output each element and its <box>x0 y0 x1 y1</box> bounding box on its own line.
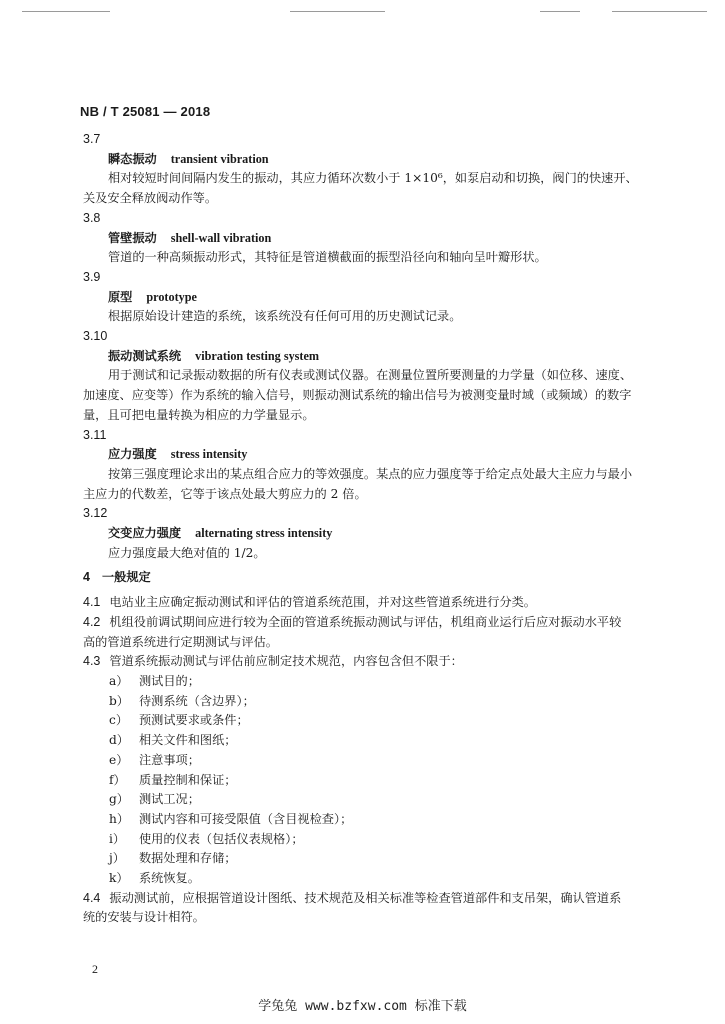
definition-line: 相对较短时间间隔内发生的振动，其应力循环次数小于 1×10⁶，如泵启动和切换，阀门的快速开、 <box>108 171 638 186</box>
top-rule-right-a <box>540 11 580 12</box>
item-text: 使用的仪表（包括仪表规格）； <box>139 831 304 846</box>
top-rule-left <box>22 11 110 12</box>
item-text: 待测系统（含边界）； <box>139 693 255 708</box>
term-en: alternating stress intensity <box>195 526 333 541</box>
list-item <box>83 751 668 771</box>
item-text: 测试目的； <box>139 673 200 688</box>
list-item <box>83 790 668 810</box>
clause-text: 机组役前调试期间应进行较为全面的管道系统振动测试与评估，机组商业运行后应对振动水平较 <box>109 614 622 629</box>
item-label: i） <box>109 831 126 846</box>
clause-4-3 <box>83 652 668 672</box>
term-entry <box>83 268 668 327</box>
clause-text: 振动测试前，应根据管道设计图纸、技术规范及相关标准等检查管道部件和支吊架，确认管道系 <box>109 890 622 905</box>
item-label: j） <box>109 851 125 866</box>
definition-line: 关及安全释放阀动作等。 <box>83 191 218 206</box>
clause-number: 4.1 <box>83 595 101 610</box>
item-label: c） <box>109 713 129 728</box>
term-entry <box>83 327 668 426</box>
definition-line: 量，且可把电量转换为相应的力学量显示。 <box>83 407 315 422</box>
top-rule-mid <box>290 11 385 12</box>
item-label: h） <box>109 811 130 826</box>
item-label: a） <box>109 673 129 688</box>
term-number: 3.12 <box>83 506 108 521</box>
page-number: 2 <box>92 962 98 976</box>
standard-code: NB / T 25081 — 2018 <box>80 104 211 119</box>
item-label: k） <box>109 871 129 886</box>
list-item <box>83 810 668 830</box>
clause-number: 4.4 <box>83 890 101 905</box>
section-heading <box>83 568 668 588</box>
page-content <box>83 130 668 928</box>
term-cn: 管壁振动 <box>108 230 157 245</box>
term-title <box>83 150 668 170</box>
clause-4-2 <box>83 613 668 633</box>
definition-line: 管道的一种高频振动形式，其特征是管道横截面的振型沿径向和轴向呈叶瓣形状。 <box>108 250 547 265</box>
term-cn: 瞬态振动 <box>108 151 157 166</box>
clause-text: 管道系统振动测试与评估前应制定技术规范，内容包含但不限于： <box>109 654 463 669</box>
list-item <box>83 849 668 869</box>
term-entry <box>83 426 668 505</box>
clause-4-1 <box>83 593 668 613</box>
term-number: 3.10 <box>83 329 108 344</box>
list-item <box>83 771 668 791</box>
item-text: 测试工况； <box>139 792 200 807</box>
term-number: 3.7 <box>83 132 101 146</box>
term-en: vibration testing system <box>195 348 320 363</box>
definition-line: 加速度、应变等）作为系统的输入信号，则振动测试系统的输出信号为被测变量时域（或频域）的数字 <box>83 388 632 403</box>
term-cn: 原型 <box>108 289 133 304</box>
term-cn: 交变应力强度 <box>108 526 182 541</box>
term-title <box>83 229 668 249</box>
term-en: prototype <box>146 289 197 304</box>
term-title <box>83 288 668 308</box>
term-cn: 应力强度 <box>108 447 157 462</box>
item-label: d） <box>109 733 129 748</box>
clause-text-cont: 统的安装与设计相符。 <box>83 910 205 925</box>
definition-line: 根据原始设计建造的系统，该系统没有任何可用的历史测试记录。 <box>108 309 462 324</box>
item-label: b） <box>109 693 129 708</box>
term-title <box>83 524 668 544</box>
term-number: 3.9 <box>83 269 101 284</box>
item-list <box>83 672 668 889</box>
list-item <box>83 692 668 712</box>
section-number: 4 <box>83 570 90 585</box>
term-entry <box>83 130 668 209</box>
clause-text: 电站业主应确定振动测试和评估的管道系统范围，并对这些管道系统进行分类。 <box>109 595 536 610</box>
definition-line: 应力强度最大绝对值的 1/2。 <box>108 545 266 560</box>
term-entry <box>83 209 668 268</box>
list-item <box>83 672 668 692</box>
clause-number: 4.3 <box>83 654 101 669</box>
section-title: 一般规定 <box>101 570 151 585</box>
definition-line: 主应力的代数差，它等于该点处最大剪应力的 2 倍。 <box>83 486 367 501</box>
term-en: stress intensity <box>170 447 248 462</box>
definition-line: 用于测试和记录振动数据的所有仪表或测试仪器。在测量位置所要测量的力学量（如位移、速度、 <box>108 368 633 383</box>
definition-line: 按第三强度理论求出的某点组合应力的等效强度。某点的应力强度等于给定点处最大主应力与最小 <box>108 466 633 481</box>
footer-watermark: 学兔兔 www.bzfxw.com 标准下载 <box>258 999 467 1014</box>
clause-4-4 <box>83 889 668 909</box>
item-text: 质量控制和保证； <box>139 772 237 787</box>
term-number: 3.11 <box>83 427 107 442</box>
item-text: 注意事项； <box>139 752 200 767</box>
item-text: 数据处理和存储； <box>139 851 237 866</box>
item-text: 测试内容和可接受限值（含目视检查）； <box>139 811 353 826</box>
term-title <box>83 445 668 465</box>
item-label: g） <box>109 792 129 807</box>
item-text: 相关文件和图纸； <box>139 733 237 748</box>
list-item <box>83 711 668 731</box>
term-cn: 振动测试系统 <box>108 348 182 363</box>
term-number: 3.8 <box>83 210 101 225</box>
term-title <box>83 347 668 367</box>
item-text: 系统恢复。 <box>139 871 200 886</box>
list-item <box>83 830 668 850</box>
clause-text-cont: 高的管道系统进行定期测试与评估。 <box>83 634 278 649</box>
item-label: f） <box>109 772 126 787</box>
list-item <box>83 869 668 889</box>
list-item <box>83 731 668 751</box>
item-label: e） <box>109 752 129 767</box>
item-text: 预测试要求或条件； <box>139 713 249 728</box>
term-en: shell-wall vibration <box>170 230 272 245</box>
clause-number: 4.2 <box>83 614 101 629</box>
top-rule-right-b <box>612 11 707 12</box>
term-en: transient vibration <box>170 151 269 166</box>
term-entry <box>83 504 668 563</box>
